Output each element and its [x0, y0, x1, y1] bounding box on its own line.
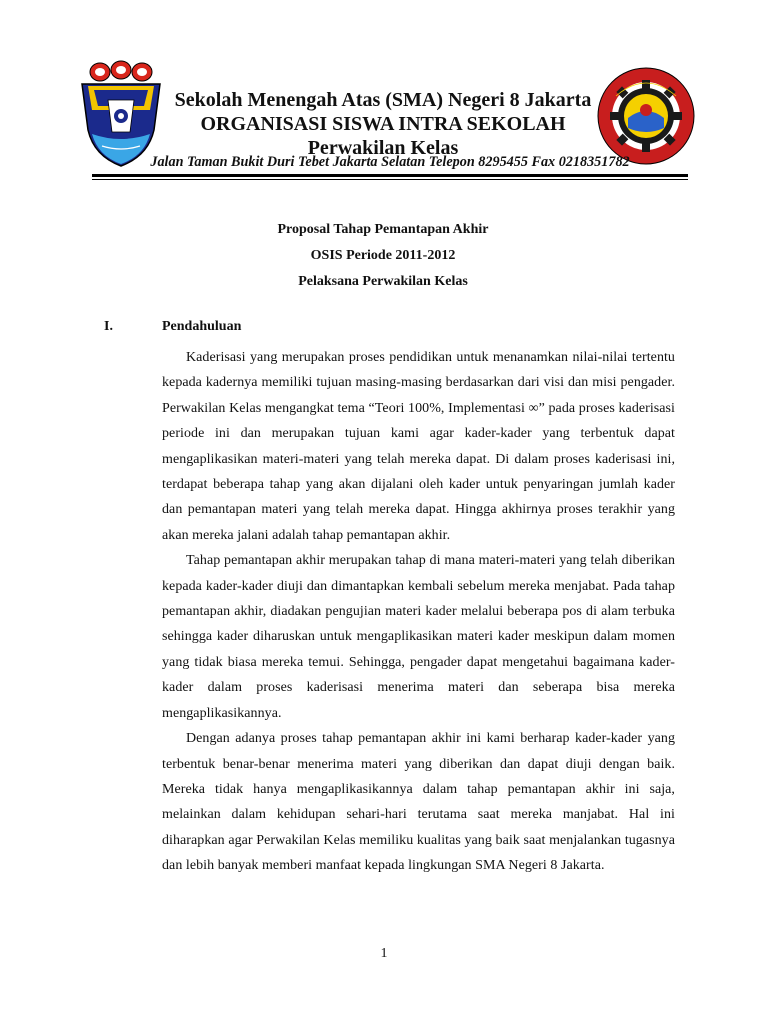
title-line-3: Pelaksana Perwakilan Kelas — [298, 274, 468, 289]
perwakilan-kelas-gear-logo — [596, 66, 696, 166]
organization-name: ORGANISASI SISWA INTRA SEKOLAH — [200, 113, 566, 135]
title-line-1: Proposal Tahap Pemantapan Akhir — [277, 222, 489, 237]
letterhead-address: Jalan Taman Bukit Duri Tebet Jakarta Selatan Telepon 8295455 Fax 0218351782 — [150, 154, 630, 170]
letterhead — [0, 0, 768, 185]
page-number: 1 — [380, 946, 388, 961]
school-crest-logo — [78, 60, 164, 168]
proposal-title — [160, 217, 606, 295]
paragraph: Tahap pemantapan akhir merupakan tahap di mana materi-materi yang telah diberikan kepada kader-kader diuji dan dimantapkan kembali sebelum mereka menjabat. Pada tahap pemantapan akhir, diadakan pengujian materi kader melalui beberapa pos di alam terbuka sehingga kader diharuskan untuk mengaplikasikan materi kader meskipun dalam momen yang tidak biasa mereka temui. Sehingga, pengader dapat mengetahui bagaimana kader-kader dalam proses kaderisasi menerima materi dan seberapa bisa mereka mengaplikasikannya. — [162, 553, 675, 721]
letterhead-divider-thin — [92, 179, 688, 180]
section-number: I. — [104, 319, 113, 334]
unit-name: Perwakilan Kelas — [307, 137, 459, 159]
paragraph: Kaderisasi yang merupakan proses pendidikan untuk menanamkan nilai-nilai tertentu kepada kadernya memiliki tujuan masing-masing berdasarkan dari visi dan misi pengader. Perwakilan Kelas mengangkat tema “Teori 100%, Implementasi ∞” pada proses kaderisasi periode ini dan merupakan tujuan kami agar kader-kader yang terbentuk dapat mengaplikasikan materi-materi yang telah mereka dapat. Di dalam proses kaderisasi ini, terdapat beberapa tahap yang akan dijalani oleh kader untuk penyaringan jumlah kader dan pemantapan materi yang telah mereka dapat. Hingga akhirnya proses terakhir yang akan mereka jalani adalah tahap pemantapan akhir. — [162, 350, 675, 543]
letterhead-divider-thick — [92, 174, 688, 177]
section-heading: Pendahuluan — [162, 319, 242, 334]
paragraph: Dengan adanya proses tahap pemantapan akhir ini kami berharap kader-kader yang terbentuk benar-benar menerima materi yang diberikan dan dapat diuji dengan baik. Mereka tidak hanya mengaplikasikannya dalam tahap pemantapan akhir ini saja, melainkan dalam kehidupan sehari-hari terutama saat mereka manjabat. Hal ini diharapkan agar Perwakilan Kelas memiliku kualitas yang baik saat menjalankan tugasnya dan lebih banyak memberi manfaat kepada lingkungan SMA Negeri 8 Jakarta. — [162, 731, 675, 874]
letterhead-titles — [160, 88, 606, 160]
title-line-2: OSIS Periode 2011-2012 — [310, 248, 456, 263]
school-name: Sekolah Menengah Atas (SMA) Negeri 8 Jakarta — [174, 89, 592, 111]
section-body — [162, 345, 675, 879]
